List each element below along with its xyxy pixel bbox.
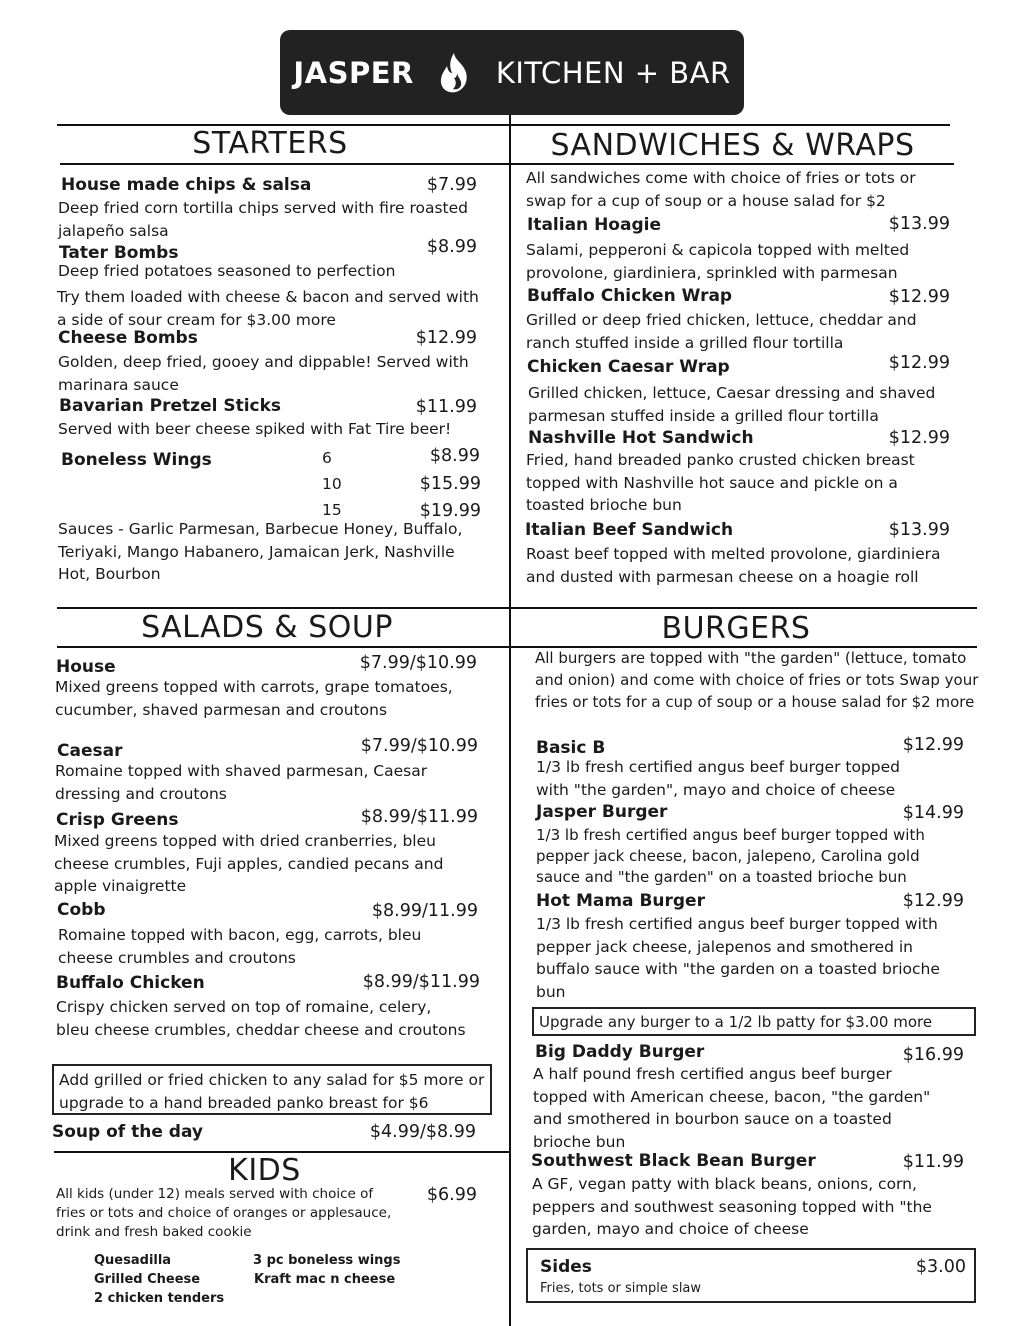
item-name: Bavarian Pretzel Sticks: [59, 396, 282, 416]
item-description: Golden, deep fried, gooey and dippable! Served with marinara sauce: [58, 353, 469, 394]
wings-price: $8.99: [429, 446, 480, 466]
divider-salads-title: [57, 646, 509, 648]
item-name: Italian Hoagie: [527, 215, 661, 235]
item-name: Jasper Burger: [536, 802, 668, 822]
item-name: Tater Bombs: [59, 243, 179, 263]
item-description: Deep fried corn tortilla chips served with fire roasted jalapeño salsa: [58, 199, 468, 240]
item-name: Hot Mama Burger: [536, 891, 705, 911]
item-name: Southwest Black Bean Burger: [531, 1151, 816, 1171]
item-name: House: [56, 657, 116, 677]
item-price: $7.99: [426, 175, 477, 195]
sides-box: [526, 1248, 976, 1303]
item-description: Served with beer cheese spiked with Fat Tire beer!: [58, 420, 452, 438]
item-price: $7.99/$10.99: [359, 653, 477, 673]
item-description: Romaine topped with bacon, egg, carrots, bleu cheese crumbles and croutons: [58, 926, 422, 967]
item-name: Caesar: [57, 741, 123, 761]
item-description: 1/3 lb fresh certified angus beef burger topped with pepper jack cheese, jalepenos and smothered in buffalo sauce with "the garden on a toasted brioche bun: [536, 915, 940, 1001]
item-price: $7.99/$10.99: [360, 736, 478, 756]
item-name: Basic B: [536, 738, 606, 758]
item-description: Fried, hand breaded panko crusted chicken breast topped with Nashville hot sauce and pickle on a toasted brioche bun: [526, 451, 915, 514]
item-price: $13.99: [888, 520, 950, 540]
kids-option: 2 chicken tenders: [94, 1291, 225, 1306]
item-price: $14.99: [902, 803, 964, 823]
wings-count: 15: [322, 501, 342, 519]
wings-sauces: Sauces - Garlic Parmesan, Barbecue Honey, Buffalo, Teriyaki, Mango Habanero, Jamaican Jerk, Nashville Hot, Bourbon: [58, 520, 463, 583]
soup-name: Soup of the day: [52, 1122, 203, 1142]
section-intro: All sandwiches come with choice of fries or tots or swap for a cup of soup or a house salad for $2: [526, 169, 916, 210]
section-title-starters: STARTERS: [192, 126, 348, 161]
item-description: Salami, pepperoni & capicola topped with melted provolone, giardiniera, sprinkled with parmesan: [526, 241, 910, 282]
item-price: $12.99: [888, 353, 950, 373]
item-name: Chicken Caesar Wrap: [527, 357, 730, 377]
item-price: $12.99: [902, 735, 964, 755]
item-description: Mixed greens topped with carrots, grape tomatoes, cucumber, shaved parmesan and croutons: [55, 678, 453, 719]
item-description: Crispy chicken served on top of romaine, celery, bleu cheese crumbles, cheddar cheese and croutons: [56, 998, 466, 1039]
salad-addon-box: [52, 1064, 492, 1115]
sides-description: Fries, tots or simple slaw: [540, 1281, 702, 1296]
restaurant-header: [280, 30, 744, 115]
wings-price: $19.99: [419, 501, 481, 521]
wings-count: 10: [322, 475, 342, 493]
kids-description: All kids (under 12) meals served with choice of fries or tots and choice of oranges or applesauce, drink and fresh baked cookie: [56, 1186, 392, 1240]
item-note: Try them loaded with cheese & bacon and served with a side of sour cream for $3.00 more: [57, 288, 479, 329]
section-intro: All burgers are topped with "the garden" (lettuce, tomato and onion) and come with choice of fries or tots Swap your fries or tots for a cup of soup or a house salad for $2 more: [535, 649, 979, 711]
item-price: $12.99: [888, 287, 950, 307]
item-price: $8.99/$11.99: [362, 972, 480, 992]
kids-option: Quesadilla: [94, 1253, 172, 1268]
divider-middle: [57, 607, 977, 609]
divider-starters-title: [60, 163, 509, 165]
item-price: $16.99: [902, 1045, 964, 1065]
item-price: $12.99: [888, 428, 950, 448]
wings-count: 6: [322, 449, 332, 467]
item-price: $8.99/11.99: [371, 901, 478, 921]
burger-upgrade-note: Upgrade any burger to a 1/2 lb patty for $3.00 more: [539, 1013, 933, 1031]
item-name: Big Daddy Burger: [535, 1042, 705, 1062]
kids-option: Grilled Cheese: [94, 1272, 201, 1287]
section-title-sandwiches: SANDWICHES & WRAPS: [550, 128, 915, 163]
section-title-burgers: BURGERS: [661, 611, 811, 646]
burger-upgrade-box: [532, 1007, 976, 1036]
item-name-wings: Boneless Wings: [61, 450, 212, 470]
section-title-kids: KIDS: [228, 1153, 301, 1188]
item-price: $8.99: [426, 237, 477, 257]
center-divider: [509, 115, 511, 1326]
item-price: $11.99: [415, 397, 477, 417]
kids-option: Kraft mac n cheese: [254, 1272, 396, 1287]
item-name: Italian Beef Sandwich: [525, 520, 734, 540]
item-description: Grilled or deep fried chicken, lettuce, cheddar and ranch stuffed inside a grilled flour tortilla: [526, 311, 917, 352]
item-price: $12.99: [902, 891, 964, 911]
item-description: Roast beef topped with melted provolone, giardiniera and dusted with parmesan cheese on a hoagie roll: [526, 545, 941, 586]
salad-addon-note: Add grilled or fried chicken to any salad for $5 more or upgrade to a hand breaded panko breast for $6: [59, 1071, 485, 1112]
sides-price: $3.00: [915, 1257, 966, 1277]
item-description: 1/3 lb fresh certified angus beef burger topped with pepper jack cheese, bacon, jalepeno, Carolina gold sauce and "the garden" on a toasted brioche bun: [536, 826, 925, 886]
item-name: Buffalo Chicken: [56, 973, 205, 993]
item-description: Mixed greens topped with dried cranberries, bleu cheese crumbles, Fuji apples, candied pecans and apple vinaigrette: [54, 832, 444, 895]
kids-price: $6.99: [426, 1185, 477, 1205]
item-name: Buffalo Chicken Wrap: [527, 286, 733, 306]
item-price: $8.99/$11.99: [360, 807, 478, 827]
item-description: A GF, vegan patty with black beans, onions, corn, peppers and southwest seasoning topped with "the garden, mayo and choice of cheese: [532, 1175, 932, 1238]
item-name: Nashville Hot Sandwich: [528, 428, 754, 448]
item-name: Cobb: [57, 900, 106, 920]
item-name: House made chips & salsa: [61, 175, 312, 195]
sides-name: Sides: [540, 1257, 592, 1277]
brand-subtitle: KITCHEN + BAR: [495, 55, 731, 90]
item-price: $11.99: [902, 1152, 964, 1172]
kids-option: 3 pc boneless wings: [253, 1253, 401, 1268]
item-description: 1/3 lb fresh certified angus beef burger topped with "the garden", mayo and choice of cheese: [536, 758, 901, 799]
section-title-salads: SALADS & SOUP: [141, 610, 393, 645]
wings-price: $15.99: [419, 474, 481, 494]
divider-sandwiches-title: [511, 163, 954, 165]
item-description: Deep fried potatoes seasoned to perfection: [58, 262, 396, 280]
soup-price: $4.99/$8.99: [369, 1122, 476, 1142]
item-name: Crisp Greens: [56, 810, 179, 830]
item-description: A half pound fresh certified angus beef burger topped with American cheese, bacon, "the garden" and smothered in bourbon sauce on a toasted brioche bun: [533, 1065, 931, 1151]
item-price: $13.99: [888, 214, 950, 234]
item-price: $12.99: [415, 328, 477, 348]
item-description: Grilled chicken, lettuce, Caesar dressing and shaved parmesan stuffed inside a grilled flour tortilla: [528, 384, 936, 425]
item-description: Romaine topped with shaved parmesan, Caesar dressing and croutons: [55, 762, 428, 803]
flame-icon: [436, 51, 472, 95]
item-name: Cheese Bombs: [58, 328, 198, 348]
brand-name: JASPER: [293, 55, 414, 90]
